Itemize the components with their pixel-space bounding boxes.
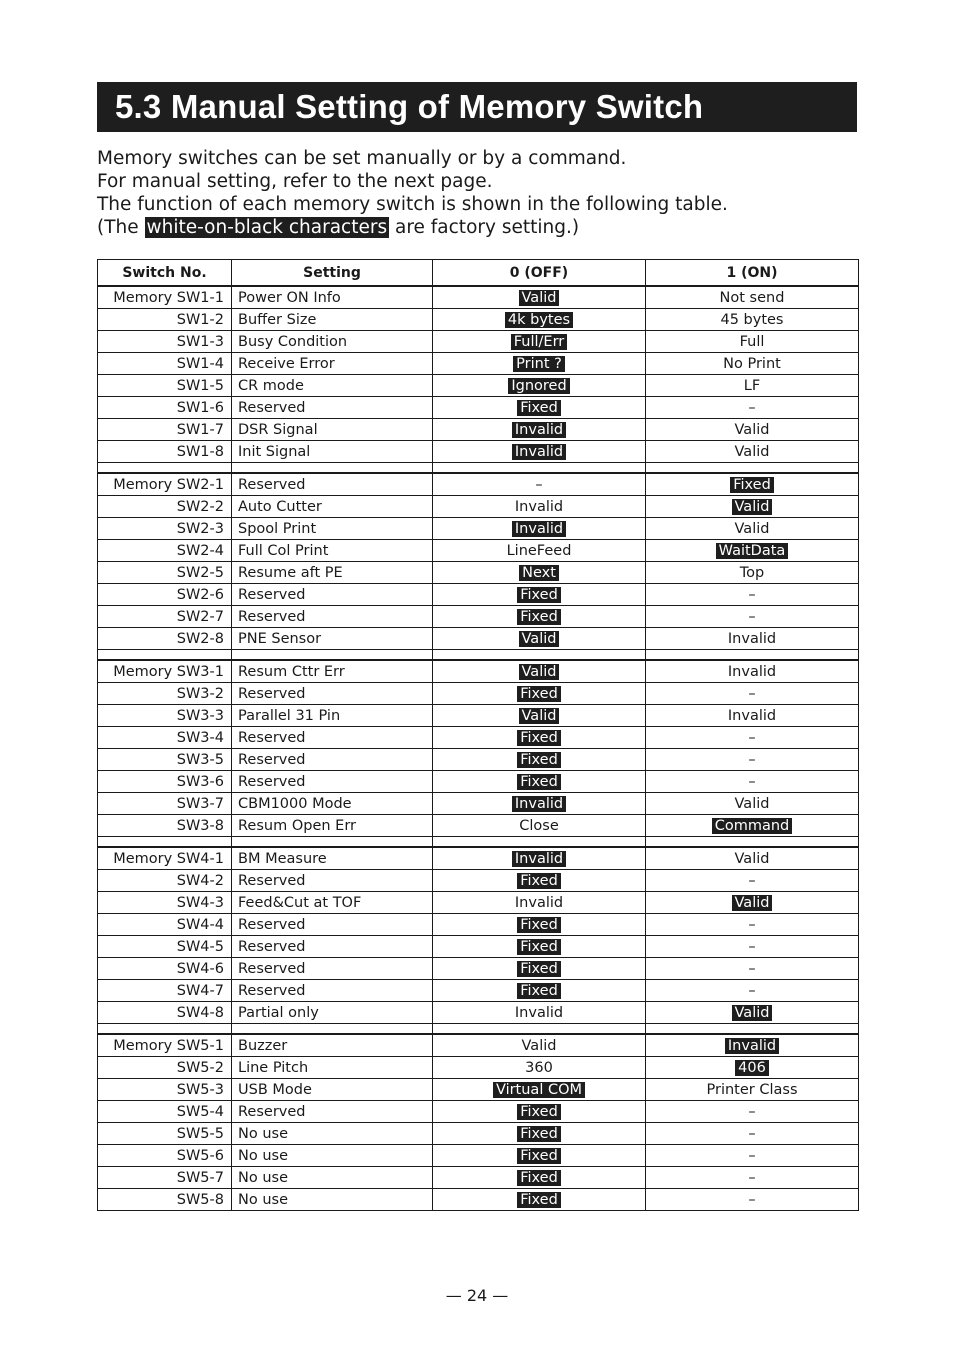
on-value-cell: – (646, 749, 859, 771)
table-row (98, 1002, 859, 1024)
factory-setting-value: Valid (519, 708, 560, 724)
on-value-cell (646, 892, 859, 914)
table-row (98, 518, 859, 540)
on-value-cell: 45 bytes (646, 309, 859, 331)
switch-no-cell: SW3-4 (98, 727, 232, 749)
factory-setting-value: Invalid (725, 1038, 779, 1054)
switch-no-cell: SW1-7 (98, 419, 232, 441)
on-value-cell: – (646, 1123, 859, 1145)
on-value-cell (646, 473, 859, 496)
table-row (98, 1145, 859, 1167)
off-value-cell (433, 936, 646, 958)
on-value-cell: – (646, 1189, 859, 1211)
separator-cell (232, 650, 433, 661)
table-row (98, 771, 859, 793)
on-value-cell: Invalid (646, 705, 859, 727)
on-value-cell: – (646, 771, 859, 793)
on-value-cell: – (646, 914, 859, 936)
factory-setting-value: 4k bytes (505, 312, 573, 328)
on-value-cell: – (646, 1145, 859, 1167)
off-value-cell (433, 331, 646, 353)
off-value-cell (433, 606, 646, 628)
switch-no-cell: SW4-2 (98, 870, 232, 892)
factory-setting-value: Valid (519, 631, 560, 647)
setting-cell: BM Measure (232, 847, 433, 870)
on-value-cell (646, 1057, 859, 1079)
off-value-cell (433, 980, 646, 1002)
factory-setting-value: Print ? (513, 356, 565, 372)
off-value-cell (433, 562, 646, 584)
switch-no-cell: SW4-5 (98, 936, 232, 958)
switch-no-cell: SW1-8 (98, 441, 232, 463)
section-title-bar (97, 82, 857, 132)
switch-no-cell: SW2-4 (98, 540, 232, 562)
setting-cell: Reserved (232, 936, 433, 958)
group-separator-row (98, 650, 859, 661)
setting-cell: Reserved (232, 584, 433, 606)
setting-cell: Partial only (232, 1002, 433, 1024)
off-value-cell (433, 419, 646, 441)
memory-switch-table (97, 259, 859, 1211)
setting-cell: Spool Print (232, 518, 433, 540)
off-value-cell (433, 727, 646, 749)
switch-no-cell: SW1-3 (98, 331, 232, 353)
factory-setting-value: Fixed (730, 477, 774, 493)
on-value-cell: – (646, 870, 859, 892)
off-value-cell (433, 1079, 646, 1101)
factory-setting-value: Fixed (517, 1170, 561, 1186)
factory-setting-value: Valid (732, 499, 773, 515)
setting-cell: Reserved (232, 980, 433, 1002)
switch-no-cell: Memory SW5-1 (98, 1034, 232, 1057)
table-row (98, 980, 859, 1002)
factory-setting-value: Valid (519, 290, 560, 306)
off-value-cell (433, 375, 646, 397)
setting-cell: No use (232, 1189, 433, 1211)
setting-cell: Reserved (232, 749, 433, 771)
intro-line-4-prefix: (The (97, 217, 145, 238)
factory-setting-value: Fixed (517, 983, 561, 999)
switch-no-cell: SW3-2 (98, 683, 232, 705)
switch-no-cell: SW5-2 (98, 1057, 232, 1079)
table-row (98, 353, 859, 375)
section-title: 5.3 Manual Setting of Memory Switch (115, 88, 704, 125)
switch-no-cell: SW2-2 (98, 496, 232, 518)
off-value-cell (433, 628, 646, 650)
on-value-cell: Valid (646, 518, 859, 540)
on-value-cell (646, 496, 859, 518)
switch-no-cell: SW5-3 (98, 1079, 232, 1101)
setting-cell: Reserved (232, 1101, 433, 1123)
on-value-cell (646, 1002, 859, 1024)
factory-setting-value: Valid (519, 664, 560, 680)
off-value-cell (433, 660, 646, 683)
switch-no-cell: SW3-3 (98, 705, 232, 727)
on-value-cell: Not send (646, 286, 859, 309)
on-value-cell: – (646, 584, 859, 606)
table-row (98, 1167, 859, 1189)
factory-setting-value: Fixed (517, 1148, 561, 1164)
switch-no-cell: SW2-8 (98, 628, 232, 650)
off-value-cell (433, 958, 646, 980)
on-value-cell (646, 815, 859, 837)
table-row (98, 1057, 859, 1079)
separator-cell (232, 1024, 433, 1035)
header-switch-no: Switch No. (98, 260, 232, 287)
factory-setting-value: Fixed (517, 1104, 561, 1120)
separator-cell (646, 837, 859, 848)
off-value-cell (433, 683, 646, 705)
setting-cell: Init Signal (232, 441, 433, 463)
switch-no-cell: SW1-6 (98, 397, 232, 419)
setting-cell: Parallel 31 Pin (232, 705, 433, 727)
setting-cell: Buzzer (232, 1034, 433, 1057)
factory-setting-value: Virtual COM (493, 1082, 585, 1098)
setting-cell: CR mode (232, 375, 433, 397)
off-value-cell (433, 1101, 646, 1123)
switch-no-cell: SW3-5 (98, 749, 232, 771)
on-value-cell: Full (646, 331, 859, 353)
on-value-cell: Invalid (646, 628, 859, 650)
factory-setting-value: Invalid (512, 521, 566, 537)
separator-cell (232, 463, 433, 474)
switch-no-cell: SW2-3 (98, 518, 232, 540)
off-value-cell (433, 397, 646, 419)
separator-cell (232, 837, 433, 848)
off-value-cell: 360 (433, 1057, 646, 1079)
setting-cell: Reserved (232, 958, 433, 980)
separator-cell (433, 837, 646, 848)
table-row (98, 815, 859, 837)
on-value-cell: No Print (646, 353, 859, 375)
separator-cell (646, 1024, 859, 1035)
setting-cell: Resum Cttr Err (232, 660, 433, 683)
table-row (98, 892, 859, 914)
switch-no-cell: SW2-6 (98, 584, 232, 606)
separator-cell (98, 1024, 232, 1035)
setting-cell: Reserved (232, 397, 433, 419)
table-row (98, 309, 859, 331)
on-value-cell: Printer Class (646, 1079, 859, 1101)
factory-setting-value: Fixed (517, 609, 561, 625)
switch-no-cell: Memory SW1-1 (98, 286, 232, 309)
factory-setting-value: Ignored (508, 378, 569, 394)
off-value-cell (433, 1189, 646, 1211)
off-value-cell (433, 584, 646, 606)
setting-cell: Power ON Info (232, 286, 433, 309)
factory-setting-value: Valid (732, 895, 773, 911)
off-value-cell (433, 286, 646, 309)
on-value-cell: – (646, 397, 859, 419)
separator-cell (646, 463, 859, 474)
table-header-row (98, 260, 859, 287)
on-value-cell: Top (646, 562, 859, 584)
factory-setting-value: Fixed (517, 730, 561, 746)
switch-no-cell: SW4-8 (98, 1002, 232, 1024)
table-row (98, 847, 859, 870)
group-separator-row (98, 1024, 859, 1035)
table-row (98, 683, 859, 705)
table-row (98, 1189, 859, 1211)
off-value-cell (433, 1123, 646, 1145)
setting-cell: No use (232, 1167, 433, 1189)
off-value-cell (433, 1145, 646, 1167)
factory-setting-value: Fixed (517, 873, 561, 889)
separator-cell (433, 1024, 646, 1035)
setting-cell: Resum Open Err (232, 815, 433, 837)
table-row (98, 375, 859, 397)
separator-cell (98, 650, 232, 661)
setting-cell: Full Col Print (232, 540, 433, 562)
table-row (98, 705, 859, 727)
table-row (98, 286, 859, 309)
separator-cell (433, 650, 646, 661)
header-setting: Setting (232, 260, 433, 287)
switch-no-cell: SW4-6 (98, 958, 232, 980)
switch-no-cell: SW5-7 (98, 1167, 232, 1189)
setting-cell: CBM1000 Mode (232, 793, 433, 815)
table-row (98, 1079, 859, 1101)
off-value-cell (433, 309, 646, 331)
group-separator-row (98, 837, 859, 848)
on-value-cell: – (646, 1101, 859, 1123)
table-row (98, 1101, 859, 1123)
intro-line-3: The function of each memory switch is shown in the following table. (97, 194, 728, 215)
on-value-cell: Valid (646, 847, 859, 870)
header-on: 1 (ON) (646, 260, 859, 287)
factory-setting-value: Full/Err (511, 334, 568, 350)
on-value-cell: – (646, 606, 859, 628)
factory-setting-value: Fixed (517, 1126, 561, 1142)
table-row (98, 914, 859, 936)
factory-setting-value: Fixed (517, 917, 561, 933)
setting-cell: No use (232, 1145, 433, 1167)
switch-no-cell: SW1-2 (98, 309, 232, 331)
factory-setting-value: Fixed (517, 961, 561, 977)
separator-cell (98, 463, 232, 474)
on-value-cell: Valid (646, 793, 859, 815)
switch-no-cell: SW1-4 (98, 353, 232, 375)
on-value-cell: – (646, 936, 859, 958)
factory-setting-value: Fixed (517, 1192, 561, 1208)
table-row (98, 870, 859, 892)
switch-no-cell: SW5-5 (98, 1123, 232, 1145)
switch-no-cell: SW2-5 (98, 562, 232, 584)
separator-cell (98, 837, 232, 848)
factory-setting-value: Command (712, 818, 793, 834)
factory-setting-value: Fixed (517, 774, 561, 790)
setting-cell: USB Mode (232, 1079, 433, 1101)
off-value-cell (433, 771, 646, 793)
switch-no-cell: SW1-5 (98, 375, 232, 397)
on-value-cell: – (646, 958, 859, 980)
factory-setting-value: Fixed (517, 587, 561, 603)
table-row (98, 958, 859, 980)
off-value-cell (433, 793, 646, 815)
separator-cell (646, 650, 859, 661)
table-row (98, 749, 859, 771)
off-value-cell (433, 441, 646, 463)
on-value-cell: – (646, 980, 859, 1002)
table-row (98, 660, 859, 683)
on-value-cell: Invalid (646, 660, 859, 683)
on-value-cell: – (646, 727, 859, 749)
switch-no-cell: SW3-6 (98, 771, 232, 793)
page-number: — 24 — (445, 1286, 509, 1305)
table-row (98, 584, 859, 606)
setting-cell: Reserved (232, 771, 433, 793)
off-value-cell: Valid (433, 1034, 646, 1057)
intro-line-1: Memory switches can be set manually or by a command. (97, 148, 627, 169)
switch-no-cell: SW3-7 (98, 793, 232, 815)
on-value-cell: LF (646, 375, 859, 397)
setting-cell: Reserved (232, 727, 433, 749)
setting-cell: Line Pitch (232, 1057, 433, 1079)
switch-no-cell: SW3-8 (98, 815, 232, 837)
table-row (98, 419, 859, 441)
factory-setting-value: WaitData (716, 543, 789, 559)
table-row (98, 628, 859, 650)
switch-no-cell: SW5-4 (98, 1101, 232, 1123)
setting-cell: Resume aft PE (232, 562, 433, 584)
setting-cell: Reserved (232, 870, 433, 892)
off-value-cell (433, 914, 646, 936)
switch-no-cell: SW2-7 (98, 606, 232, 628)
setting-cell: No use (232, 1123, 433, 1145)
table-row (98, 727, 859, 749)
off-value-cell: Close (433, 815, 646, 837)
factory-setting-value: Fixed (517, 752, 561, 768)
factory-setting-value: Next (519, 565, 559, 581)
switch-no-cell: SW5-8 (98, 1189, 232, 1211)
switch-no-cell: Memory SW3-1 (98, 660, 232, 683)
table-body (98, 286, 859, 1211)
factory-setting-value: Fixed (517, 400, 561, 416)
group-separator-row (98, 463, 859, 474)
table-row (98, 1123, 859, 1145)
off-value-cell (433, 353, 646, 375)
separator-cell (433, 463, 646, 474)
off-value-cell (433, 749, 646, 771)
off-value-cell: Invalid (433, 1002, 646, 1024)
switch-no-cell: SW5-6 (98, 1145, 232, 1167)
switch-no-cell: Memory SW4-1 (98, 847, 232, 870)
setting-cell: Auto Cutter (232, 496, 433, 518)
off-value-cell (433, 1167, 646, 1189)
factory-setting-value: Invalid (512, 796, 566, 812)
setting-cell: DSR Signal (232, 419, 433, 441)
table-row (98, 793, 859, 815)
factory-setting-value: Invalid (512, 851, 566, 867)
setting-cell: Reserved (232, 473, 433, 496)
intro-line-4-suffix: are factory setting.) (389, 217, 580, 238)
table-row (98, 540, 859, 562)
table-row (98, 397, 859, 419)
on-value-cell: Valid (646, 419, 859, 441)
on-value-cell: Valid (646, 441, 859, 463)
factory-setting-value: 406 (735, 1060, 769, 1076)
factory-setting-highlight: white-on-black characters (146, 217, 388, 238)
switch-no-cell: Memory SW2-1 (98, 473, 232, 496)
setting-cell: Reserved (232, 683, 433, 705)
setting-cell: Feed&Cut at TOF (232, 892, 433, 914)
setting-cell: Buffer Size (232, 309, 433, 331)
table-row (98, 473, 859, 496)
switch-no-cell: SW4-7 (98, 980, 232, 1002)
off-value-cell: Invalid (433, 892, 646, 914)
table-row (98, 1034, 859, 1057)
switch-no-cell: SW4-3 (98, 892, 232, 914)
setting-cell: Busy Condition (232, 331, 433, 353)
off-value-cell: Invalid (433, 496, 646, 518)
table-row (98, 936, 859, 958)
switch-no-cell: SW4-4 (98, 914, 232, 936)
off-value-cell: – (433, 473, 646, 496)
on-value-cell: – (646, 1167, 859, 1189)
table-row (98, 562, 859, 584)
off-value-cell (433, 518, 646, 540)
on-value-cell: – (646, 683, 859, 705)
intro-line-2: For manual setting, refer to the next page. (97, 171, 493, 192)
factory-setting-value: Invalid (512, 444, 566, 460)
off-value-cell (433, 705, 646, 727)
factory-setting-value: Fixed (517, 939, 561, 955)
header-off: 0 (OFF) (433, 260, 646, 287)
on-value-cell (646, 540, 859, 562)
table-row (98, 331, 859, 353)
setting-cell: Reserved (232, 914, 433, 936)
factory-setting-value: Fixed (517, 686, 561, 702)
off-value-cell (433, 847, 646, 870)
off-value-cell (433, 870, 646, 892)
intro-line-4 (97, 216, 877, 239)
off-value-cell: LineFeed (433, 540, 646, 562)
table-row (98, 606, 859, 628)
table-row (98, 441, 859, 463)
on-value-cell (646, 1034, 859, 1057)
table-row (98, 496, 859, 518)
setting-cell: PNE Sensor (232, 628, 433, 650)
factory-setting-value: Valid (732, 1005, 773, 1021)
intro-text (97, 147, 877, 239)
setting-cell: Reserved (232, 606, 433, 628)
factory-setting-value: Invalid (512, 422, 566, 438)
setting-cell: Receive Error (232, 353, 433, 375)
